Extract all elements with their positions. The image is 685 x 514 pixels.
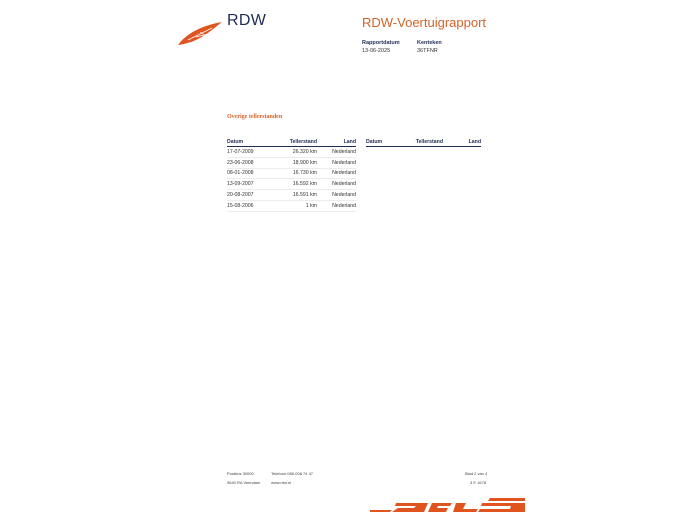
footer-website: www.rdw.nl [271,480,292,485]
rdw-logo-icon [178,22,222,46]
column-header-tellerstand: Tellerstand [271,138,317,147]
cell-datum: 17-07-2009 [227,147,271,158]
footer-phone: Telefoon 088-008 74 47 [271,471,314,476]
cell-datum: 08-01-2008 [227,168,271,179]
report-title: RDW-Voertuigrapport [362,15,487,30]
table-row [227,200,356,211]
table-row [227,168,356,179]
table-row [227,147,356,158]
cell-land: Nederland [317,147,356,158]
rapportdatum-value: 13-06-2025 [362,48,391,54]
cell-land: Nederland [317,168,356,179]
column-header-tellerstand: Tellerstand [412,138,443,147]
cell-tellerstand: 1 km [271,200,317,211]
column-header-datum: Datum [227,138,271,147]
table-header-row [366,138,481,147]
footer-postbus: Postbus 30000 [227,471,254,476]
odometer-table-2 [366,138,481,147]
cell-tellerstand: 16.592 km [271,179,317,190]
odometer-table [227,138,356,212]
table-row [227,179,356,190]
section-title: Overige tellerstanden [227,114,283,120]
cell-tellerstand: 16.730 km [271,168,317,179]
kenteken-value: 36TFNR [417,48,438,54]
cell-datum: 23-06-2008 [227,157,271,168]
footer-code: 3 E 1678 [470,480,487,485]
footer-stripes-graphic [370,498,525,514]
kenteken-label: Kenteken [417,40,442,46]
footer-address: 9640 RA Veendam [227,480,261,485]
column-header-land: Land [443,138,481,147]
cell-land: Nederland [317,190,356,201]
cell-land: Nederland [317,157,356,168]
column-header-datum: Datum [366,138,412,147]
footer-page-number: Blad 2 van 4 [465,471,488,476]
cell-tellerstand: 26.320 km [271,147,317,158]
column-header-land: Land [317,138,356,147]
rapportdatum-label: Rapportdatum [362,40,400,46]
cell-tellerstand: 16.591 km [271,190,317,201]
table-row [227,157,356,168]
cell-land: Nederland [317,200,356,211]
logo-text: RDW [227,12,267,29]
cell-tellerstand: 18.900 km [271,157,317,168]
cell-datum: 15-08-2006 [227,200,271,211]
cell-datum: 13-09-2007 [227,179,271,190]
cell-datum: 20-08-2007 [227,190,271,201]
cell-land: Nederland [317,179,356,190]
table-header-row [227,138,356,147]
table-row [227,190,356,201]
